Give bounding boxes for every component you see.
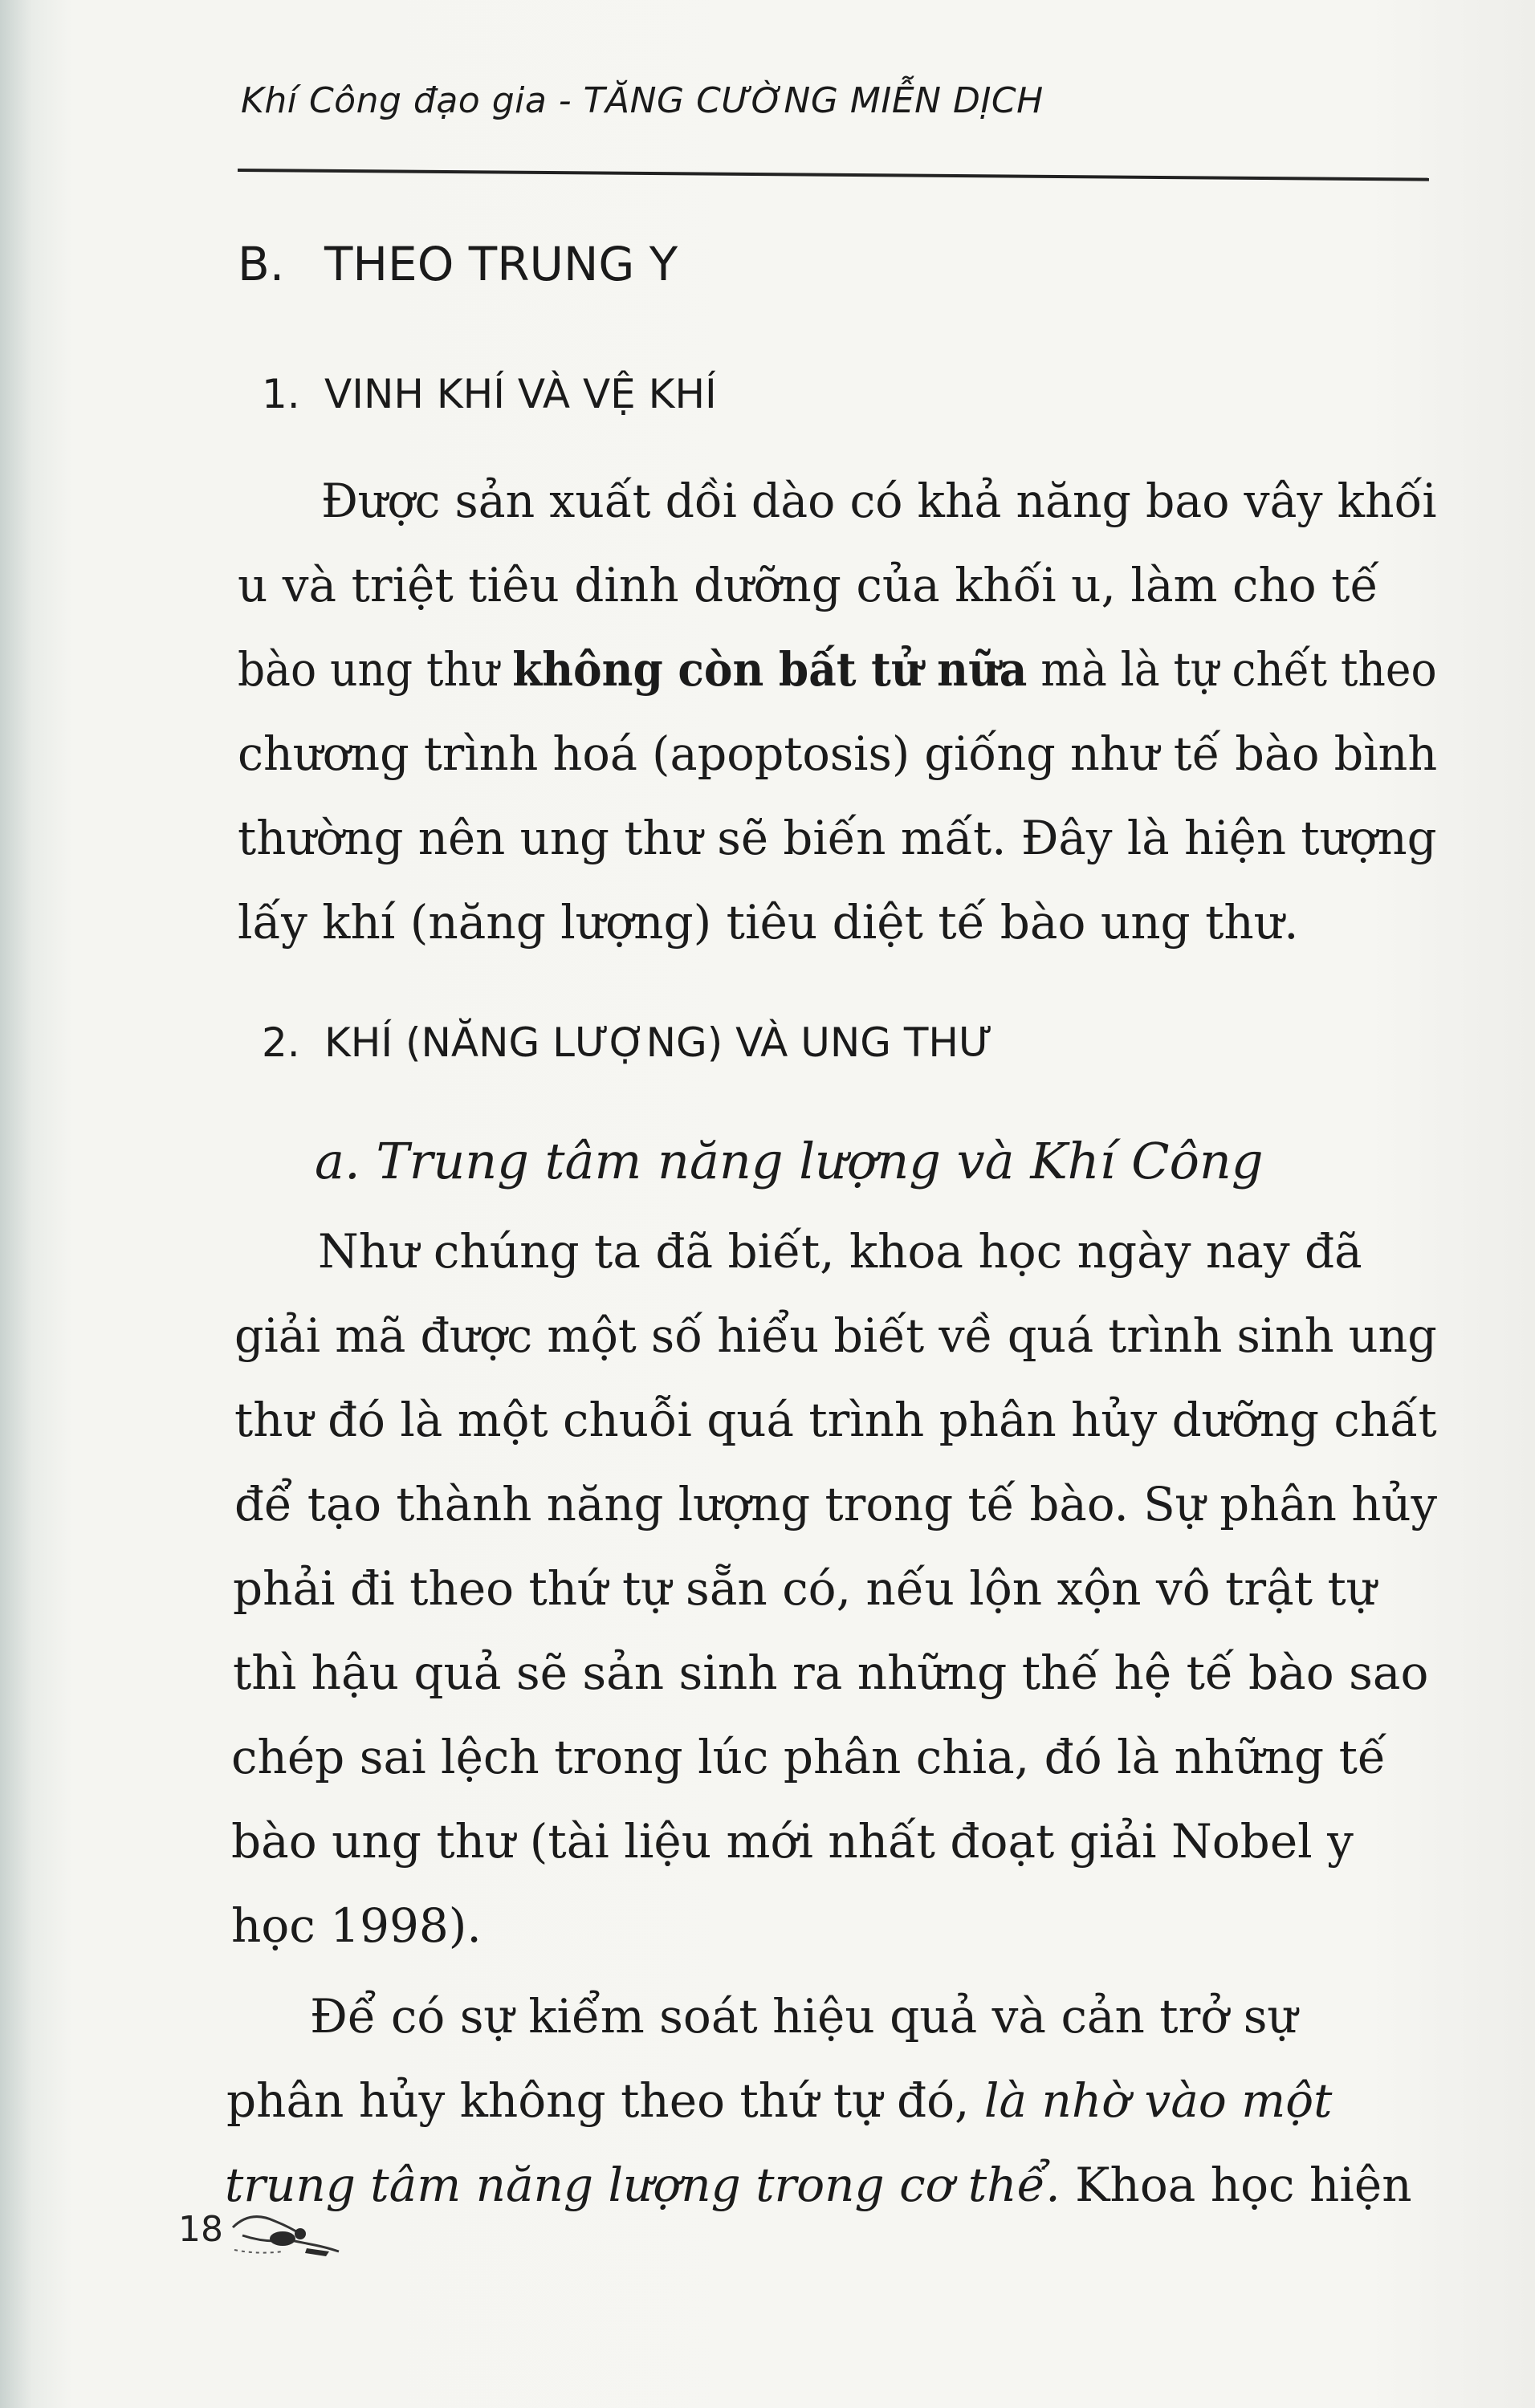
subsection-a-heading: a. Trung tâm năng lượng và Khí Công	[315, 1132, 1264, 1190]
para1-line-4: chương trình hoá (apoptosis) giống như tế bào bình	[238, 726, 1438, 781]
subheading-1-title: VINH KHÍ VÀ VỆ KHÍ	[324, 371, 717, 417]
para1-line-1: Được sản xuất dồi dào có khả năng bao vây khối	[321, 474, 1437, 528]
para1-line-3	[238, 642, 1437, 697]
para2-line-8: bào ung thư (tài liệu mới nhất đoạt giải Nobel y	[231, 1814, 1354, 1869]
subheading-1	[262, 371, 717, 417]
para3-line-2	[226, 2073, 1332, 2128]
para1-bold-phrase: không còn bất tử nữa	[512, 642, 1028, 697]
para1-line-3-end: mà là tự chết theo	[1027, 642, 1437, 697]
para3-italic-phrase-2: trung tâm năng lượng trong cơ thể.	[225, 2158, 1061, 2212]
page-number: 18	[178, 2209, 223, 2250]
para3-line-1: Để có sự kiểm soát hiệu quả và cản trở sự	[310, 1989, 1297, 2044]
subheading-2-title: KHÍ (NĂNG LƯỢNG) VÀ UNG THƯ	[324, 1019, 993, 1066]
para1-line-6: lấy khí (năng lượng) tiêu diệt tế bào ung thư.	[238, 895, 1299, 950]
para1-line-5: thường nên ung thư sẽ biến mất. Đây là hiện tượng	[238, 811, 1437, 865]
para2-line-2: giải mã được một số hiểu biết về quá trình sinh ung	[234, 1308, 1437, 1363]
subheading-1-number: 1.	[262, 371, 300, 417]
section-b-title: THEO TRUNG Y	[324, 237, 678, 291]
para3-italic-phrase-1: là nhờ vào một	[983, 2073, 1333, 2128]
para1-line-2: u và triệt tiêu dinh dưỡng của khối u, làm cho tế	[238, 558, 1379, 612]
subheading-2-number: 2.	[262, 1019, 300, 1066]
subheading-2	[262, 1019, 993, 1066]
header-rule	[238, 169, 1429, 181]
para3-line-3-text: Khoa học hiện	[1060, 2158, 1412, 2212]
para1-line-3-start: bào ung thư	[238, 642, 513, 697]
para3-line-2-text: phân hủy không theo thứ tự đó,	[226, 2073, 984, 2128]
para2-line-7: chép sai lệch trong lúc phân chia, đó là những tế	[231, 1730, 1386, 1784]
para2-line-1: Như chúng ta đã biết, khoa học ngày nay đã	[318, 1224, 1362, 1279]
para2-line-5: phải đi theo thứ tự sẵn có, nếu lộn xộn vô trật tự	[233, 1561, 1377, 1616]
running-header: Khí Công đạo gia - TĂNG CƯỜNG MIỄN DỊCH	[241, 80, 1044, 121]
section-b-heading	[238, 237, 678, 291]
reclining-figure-ornament-icon	[226, 2203, 347, 2260]
para2-line-6: thì hậu quả sẽ sản sinh ra những thế hệ tế bào sao	[233, 1645, 1429, 1700]
para2-line-3: thư đó là một chuỗi quá trình phân hủy dưỡng chất	[234, 1393, 1437, 1447]
section-b-letter: B.	[238, 237, 285, 291]
para2-line-4: để tạo thành năng lượng trong tế bào. Sự phân hủy	[234, 1477, 1438, 1531]
para3-line-3	[225, 2158, 1412, 2212]
para2-line-9: học 1998).	[231, 1898, 482, 1953]
